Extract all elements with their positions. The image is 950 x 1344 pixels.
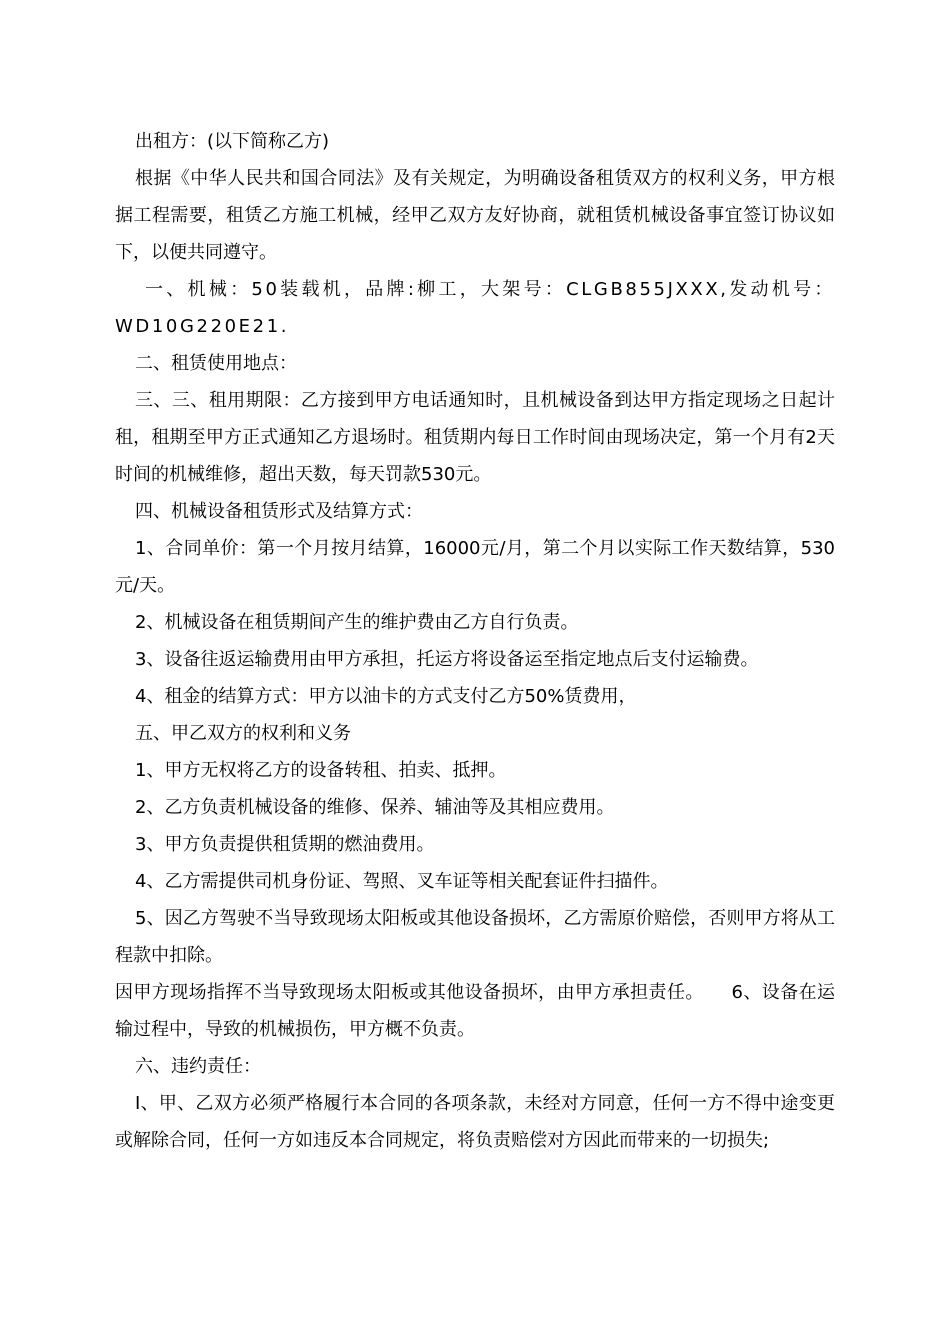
document-body: [115, 123, 835, 1159]
lessor-line: 出租方：(以下简称乙方): [135, 131, 330, 152]
clause-5-item-1: 1、甲方无权将乙方的设备转租、拍卖、抵押。: [135, 760, 507, 781]
clause-4-heading: 四、机械设备租赁形式及结算方式：: [135, 501, 423, 522]
clause-3-term: 三、三、租用期限：乙方接到甲方电话通知时，且机械设备到达甲方指定现场之日起计租，租期至甲方正式通知乙方退场时。租赁期内每日工作时间由现场决定，第一个月有2天时间的机械维修，超出天数，每天罚款530元。: [115, 390, 835, 485]
clause-4-item-3: 3、设备往返运输费用由甲方承担，托运方将设备运至指定地点后支付运输费。: [135, 649, 759, 670]
clause-4-item-1: 1、合同单价：第一个月按月结算，16000元/月，第二个月以实际工作天数结算，530元/天。: [115, 538, 835, 596]
clause-5-heading: 五、甲乙双方的权利和义务: [135, 723, 351, 744]
clause-4-item-4: 4、租金的结算方式：甲方以油卡的方式支付乙方50%赁费用，: [135, 686, 637, 707]
clause-5-item-3: 3、甲方负责提供租赁期的燃油费用。: [135, 834, 435, 855]
clause-5-item-5: 5、因乙方驾驶不当导致现场太阳板或其他设备损坏，乙方需原价赔偿，否则甲方将从工程款中扣除。: [115, 908, 835, 966]
clause-6-item-1: Ⅰ、甲、乙双方必须严格履行本合同的各项条款，未经对方同意，任何一方不得中途变更或解除合同，任何一方如违反本合同规定，将负责赔偿对方因此而带来的一切损失;: [115, 1093, 835, 1151]
clause-2-location: 二、租赁使用地点：: [135, 353, 297, 374]
clause-4-item-2: 2、机械设备在租赁期间产生的维护费由乙方自行负责。: [135, 612, 579, 633]
clause-5-item-2: 2、乙方负责机械设备的维修、保养、辅油等及其相应费用。: [135, 797, 615, 818]
preamble-paragraph: 根据《中华人民共和国合同法》及有关规定，为明确设备租赁双方的权利义务，甲方根据工程需要，租赁乙方施工机械，经甲乙双方友好协商，就租赁机械设备事宜签订协议如下，以便共同遵守。: [115, 168, 835, 263]
clause-1-machinery: 一、机械：50装载机，品牌:柳工，大架号：CLGB855JXXX,发动机号：WD10G220E21.: [115, 279, 835, 337]
clause-5-item-4: 4、乙方需提供司机身份证、驾照、叉车证等相关配套证件扫描件。: [135, 871, 669, 892]
clause-6-heading: 六、违约责任：: [135, 1056, 261, 1077]
clause-5-item-6: 因甲方现场指挥不当导致现场太阳板或其他设备损坏，由甲方承担责任。 6、设备在运输过程中，导致的机械损伤，甲方概不负责。: [115, 982, 835, 1040]
